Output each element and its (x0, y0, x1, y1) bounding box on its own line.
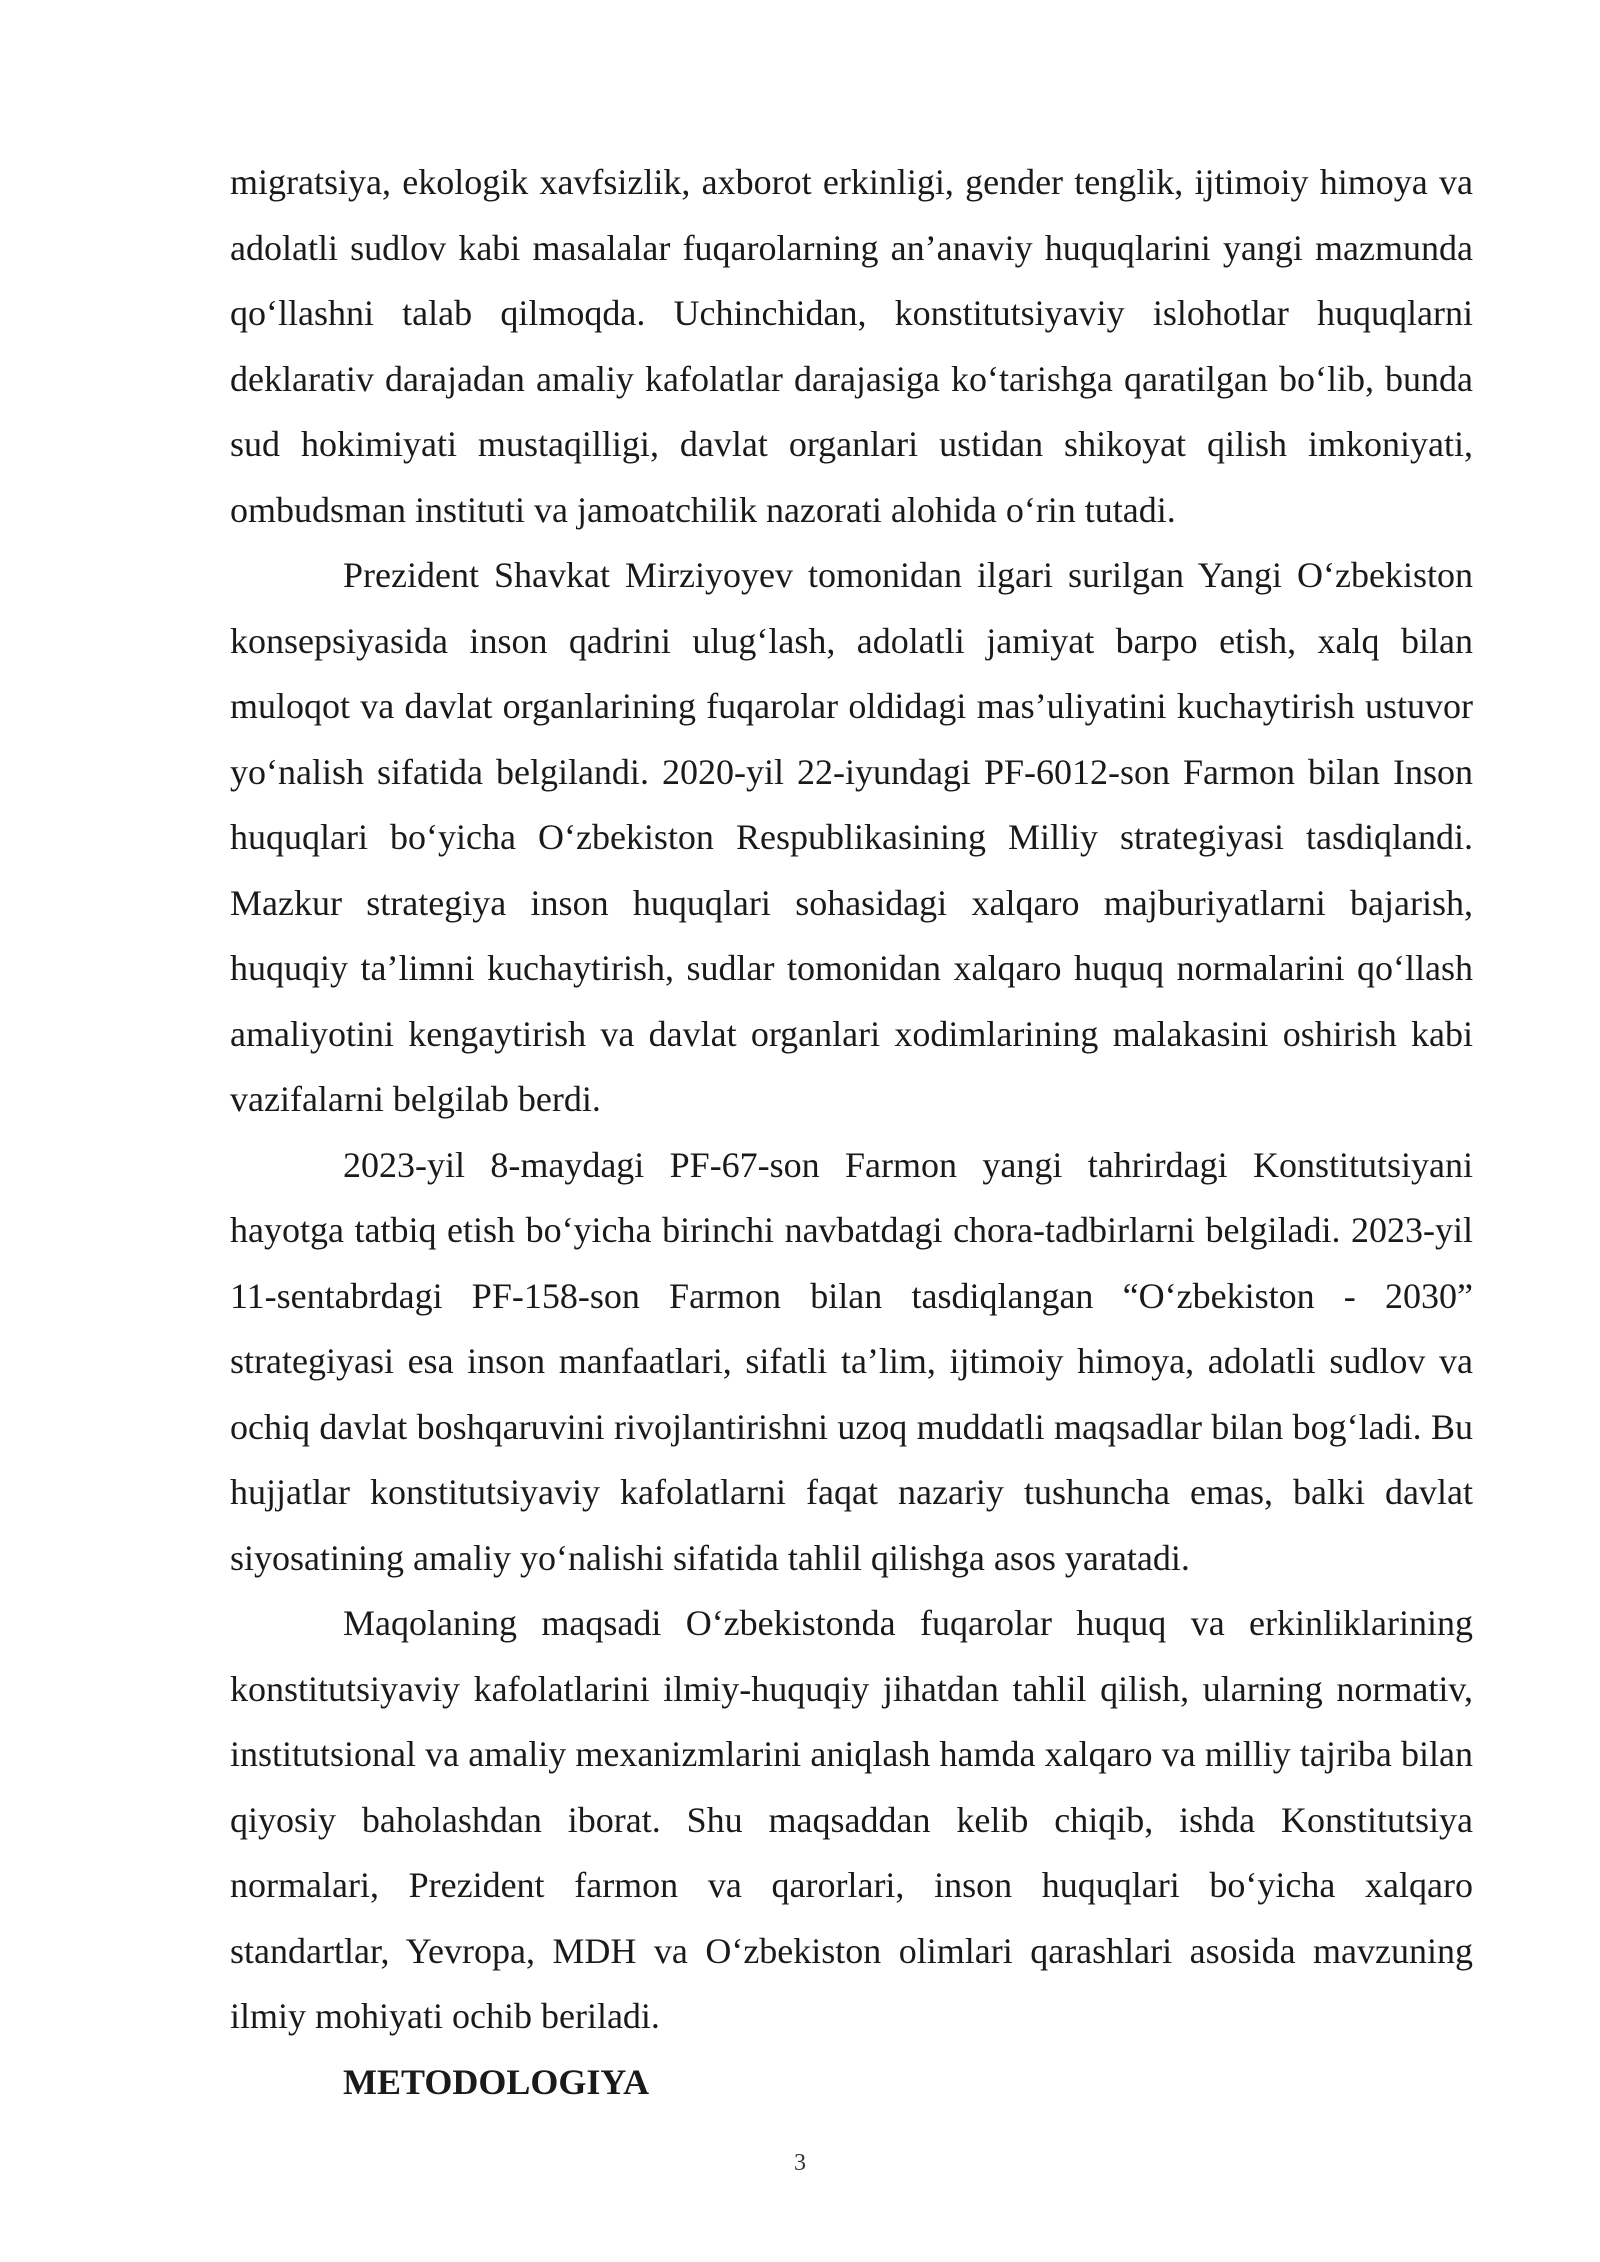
page-number: 3 (794, 2150, 806, 2176)
paragraph-continuation: migratsiya, ekologik xavfsizlik, axborot erkinligi, gender tenglik, ijtimoiy himoya va adolatli sudlov kabi masalalar fuqarolarning an’anaviy huquqlarini yangi mazmunda qo‘llashni talab qilmoqda. Uchinchidan, konstitutsiyaviy islohotlar huquqlarni deklarativ darajadan amaliy kafolatlar darajasiga ko‘tarishga qaratilgan bo‘lib, bunda sud hokimiyati mustaqilligi, davlat organlari ustidan shikoyat qilish imkoniyati, ombudsman instituti va jamoatchilik nazorati alohida o‘rin tutadi. (230, 162, 1473, 530)
section-heading-metodologiya: METODOLOGIYA (343, 2061, 650, 2102)
paragraph-farmon-2023: 2023-yil 8-maydagi PF-67-son Farmon yangi tahrirdagi Konstitutsiyani hayotga tatbiq etish bo‘yicha birinchi navbatdagi chora-tadbirlarni belgiladi. 2023-yil 11-sentabrdagi PF-158-son Farmon bilan tasdiqlangan “O‘zbekiston - 2030” strategiyasi esa inson manfaatlari, sifatli ta’lim, ijtimoiy himoya, adolatli sudlov va ochiq davlat boshqaruvini rivojlantirishni uzoq muddatli maqsadlar bilan bog‘ladi. Bu hujjatlar konstitutsiyaviy kafolatlarni faqat nazariy tushuncha emas, balki davlat siyosatining amaliy yo‘nalishi sifatida tahlil qilishga asos yaratadi. (230, 1144, 1473, 1578)
paragraph-maqola-maqsadi: Maqolaning maqsadi O‘zbekistonda fuqarolar huquq va erkinliklarining konstitutsiyaviy kafolatlarini ilmiy-huquqiy jihatdan tahlil qilish, ularning normativ, institutsional va amaliy mexanizmlarini aniqlash hamda xalqaro va milliy tajriba bilan qiyosiy baholashdan iborat. Shu maqsaddan kelib chiqib, ishda Konstitutsiya normalari, Prezident farmon va qarorlari, inson huquqlari bo‘yicha xalqaro standartlar, Yevropa, MDH va O‘zbekiston olimlari qarashlari asosida mavzuning ilmiy mohiyati ochib beriladi. (230, 1603, 1473, 2036)
body-text (230, 150, 1473, 2115)
paragraph-yangi-uzbekiston: Prezident Shavkat Mirziyoyev tomonidan ilgari surilgan Yangi O‘zbekiston konsepsiyasida inson qadrini ulug‘lash, adolatli jamiyat barpo etish, xalq bilan muloqot va davlat organlarining fuqarolar oldidagi mas’uliyatini kuchaytirish ustuvor yo‘nalish sifatida belgilandi. 2020-yil 22-iyundagi PF-6012-son Farmon bilan Inson huquqlari bo‘yicha O‘zbekiston Respublikasining Milliy strategiyasi tasdiqlandi. Mazkur strategiya inson huquqlari sohasidagi xalqaro majburiyatlarni bajarish, huquqiy ta’limni kuchaytirish, sudlar tomonidan xalqaro huquq normalarini qo‘llash amaliyotini kengaytirish va davlat organlari xodimlarining malakasini oshirish kabi vazifalarni belgilab berdi. (230, 555, 1473, 1119)
